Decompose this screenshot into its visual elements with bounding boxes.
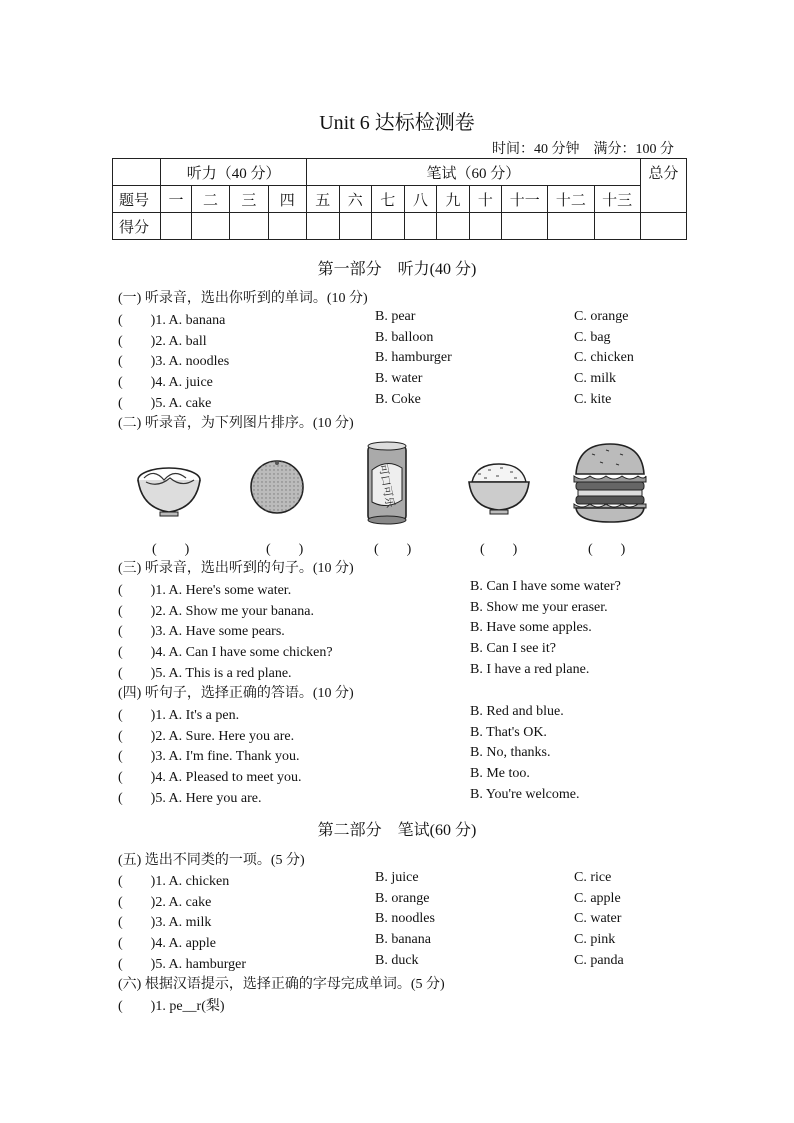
part1-title: 第一部分 听力(40 分) — [317, 261, 477, 278]
score-cell[interactable] — [230, 213, 268, 240]
listening-header: 听力（40 分） — [161, 159, 307, 186]
part2-title: 第二部分 笔试(60 分) — [317, 822, 477, 839]
score-cell[interactable] — [339, 213, 372, 240]
score-cell[interactable] — [469, 213, 502, 240]
section-5-title: (五) 选出不同类的一项。(5 分) — [118, 853, 305, 868]
question-row — [118, 953, 718, 973]
svg-text:可口可乐: 可口可乐 — [376, 463, 396, 509]
score-cell[interactable] — [268, 213, 306, 240]
hamburger-icon — [572, 442, 648, 526]
question-number-cell: 八 — [404, 186, 437, 213]
question-option-c: C. orange — [574, 309, 629, 324]
writing-header: 笔试（60 分） — [306, 159, 640, 186]
question-option-b: B. Show me your eraser. — [470, 599, 608, 615]
question-option-a: ( )3. A. I'm fine. Thank you. — [118, 749, 300, 765]
score-cell[interactable] — [372, 213, 405, 240]
question-option-a: ( )2. A. Sure. Here you are. — [118, 728, 295, 744]
picture-answer-blank[interactable]: ( ) — [588, 542, 626, 557]
question-number-cell: 六 — [339, 186, 372, 213]
question-option-b: B. banana — [375, 932, 431, 948]
section-6-title: (六) 根据汉语提示，选择正确的字母完成单词。(5 分) — [118, 977, 445, 992]
question-row — [118, 787, 718, 807]
question-number-cell: 十 — [469, 186, 502, 213]
picture-answer-blank[interactable]: ( ) — [480, 542, 518, 557]
question-option-c: C. bag — [574, 329, 611, 345]
picture-answer-blank[interactable]: ( ) — [152, 542, 190, 557]
question-row — [118, 911, 718, 931]
question-row — [118, 330, 718, 350]
page-title: Unit 6 达标检测卷 — [319, 112, 475, 134]
question-option-a: ( )1. A. banana — [118, 313, 226, 328]
question-option-b: B. You're welcome. — [470, 786, 580, 802]
question-option-a: ( )4. A. apple — [118, 936, 216, 952]
score-cell[interactable] — [437, 213, 470, 240]
score-cell[interactable] — [548, 213, 594, 240]
question-row — [118, 995, 718, 1015]
question-option-c: C. kite — [574, 391, 612, 407]
question-option-a: ( )5. A. This is a red plane. — [118, 665, 292, 681]
question-number-cell: 九 — [437, 186, 470, 213]
section-2-title: (二) 听录音，为下列图片排序。(10 分) — [118, 416, 354, 431]
question-row — [118, 662, 718, 682]
question-option-a: ( )5. A. cake — [118, 395, 212, 411]
total-score-cell[interactable] — [640, 213, 686, 240]
question-row — [118, 309, 718, 329]
row-label-score: 得分 — [113, 213, 161, 240]
question-option-a: ( )5. A. Here you are. — [118, 790, 262, 806]
question-option-a: ( )4. A. Pleased to meet you. — [118, 770, 302, 786]
picture-answer-blank[interactable]: ( ) — [266, 542, 304, 557]
question-option-a: ( )4. A. Can I have some chicken? — [118, 645, 333, 661]
question-number-cell: 一 — [161, 186, 192, 213]
question-option-b: B. Can I have some water? — [470, 579, 621, 594]
question-option-c: C. apple — [574, 890, 621, 906]
question-row — [118, 620, 718, 640]
question-option-b: B. Have some apples. — [470, 620, 592, 636]
question-option-a: ( )2. A. cake — [118, 894, 212, 910]
question-row — [118, 725, 718, 745]
corner-cell — [113, 159, 161, 186]
question-option-c: C. pink — [574, 932, 616, 948]
score-cell[interactable] — [306, 213, 339, 240]
question-option-a: ( )3. A. Have some pears. — [118, 624, 285, 640]
question-option-b: B. noodles — [375, 911, 435, 927]
question-row — [118, 932, 718, 952]
question-row — [118, 371, 718, 391]
row-label-number: 题号 — [113, 186, 161, 213]
score-table — [112, 158, 687, 240]
question-number-cell: 十三 — [594, 186, 640, 213]
question-option-a: ( )5. A. hamburger — [118, 956, 247, 972]
coke-can-icon — [364, 440, 410, 526]
time-info: 时间：40 分钟 满分：100 分 — [492, 142, 674, 157]
question-option-b: B. orange — [375, 890, 430, 906]
question-number-cell: 五 — [306, 186, 339, 213]
question-option-a: ( )1. pe__r(梨) — [118, 999, 225, 1014]
question-row — [118, 891, 718, 911]
question-row — [118, 600, 718, 620]
question-number-cell: 十一 — [502, 186, 548, 213]
question-option-a: ( )1. A. chicken — [118, 874, 230, 889]
question-option-a: ( )2. A. ball — [118, 333, 207, 349]
question-option-a: ( )1. A. It's a pen. — [118, 708, 240, 723]
question-number-cell: 七 — [372, 186, 405, 213]
question-row — [118, 870, 718, 890]
question-option-a: ( )3. A. milk — [118, 915, 212, 931]
question-option-c: C. water — [574, 911, 622, 927]
question-option-b: B. Coke — [375, 391, 421, 407]
question-option-b: B. juice — [375, 870, 419, 885]
rice-bowl-icon — [466, 458, 532, 518]
question-row — [118, 350, 718, 370]
question-option-b: B. I have a red plane. — [470, 661, 590, 677]
noodles-bowl-icon — [134, 458, 204, 518]
orange-icon — [248, 456, 306, 516]
score-cell[interactable] — [502, 213, 548, 240]
question-option-b: B. water — [375, 371, 423, 387]
picture-answer-blank[interactable]: ( ) — [374, 542, 412, 557]
question-option-a: ( )4. A. juice — [118, 375, 213, 391]
question-row — [118, 392, 718, 412]
question-option-b: B. That's OK. — [470, 724, 547, 740]
score-cell[interactable] — [594, 213, 640, 240]
question-option-c: C. panda — [574, 952, 624, 968]
score-cell[interactable] — [191, 213, 229, 240]
section-4-title: (四) 听句子，选择正确的答语。(10 分) — [118, 686, 354, 701]
question-option-a: ( )3. A. noodles — [118, 354, 230, 370]
question-number-cell: 二 — [191, 186, 229, 213]
question-option-a: ( )1. A. Here's some water. — [118, 583, 292, 598]
question-row — [118, 641, 718, 661]
question-number-cell: 三 — [230, 186, 268, 213]
question-number-cell: 四 — [268, 186, 306, 213]
question-option-c: C. chicken — [574, 350, 634, 366]
question-option-b: B. Me too. — [470, 766, 530, 782]
total-header: 总分 — [640, 159, 686, 213]
question-option-b: B. No, thanks. — [470, 745, 551, 761]
question-number-cell: 十二 — [548, 186, 594, 213]
question-option-c: C. milk — [574, 371, 617, 387]
question-option-b: B. pear — [375, 309, 416, 324]
question-option-b: B. balloon — [375, 329, 434, 345]
question-row — [118, 704, 718, 724]
section-1-title: (一) 听录音，选出你听到的单词。(10 分) — [118, 291, 368, 306]
question-option-b: B. hamburger — [375, 350, 452, 366]
question-option-b: B. Red and blue. — [470, 704, 564, 719]
question-option-b: B. duck — [375, 952, 419, 968]
question-option-a: ( )2. A. Show me your banana. — [118, 603, 314, 619]
question-row — [118, 579, 718, 599]
section-3-title: (三) 听录音，选出听到的句子。(10 分) — [118, 561, 354, 576]
question-option-b: B. Can I see it? — [470, 641, 556, 657]
question-row — [118, 745, 718, 765]
question-option-c: C. rice — [574, 870, 612, 885]
question-row — [118, 766, 718, 786]
score-cell[interactable] — [404, 213, 437, 240]
score-cell[interactable] — [161, 213, 192, 240]
